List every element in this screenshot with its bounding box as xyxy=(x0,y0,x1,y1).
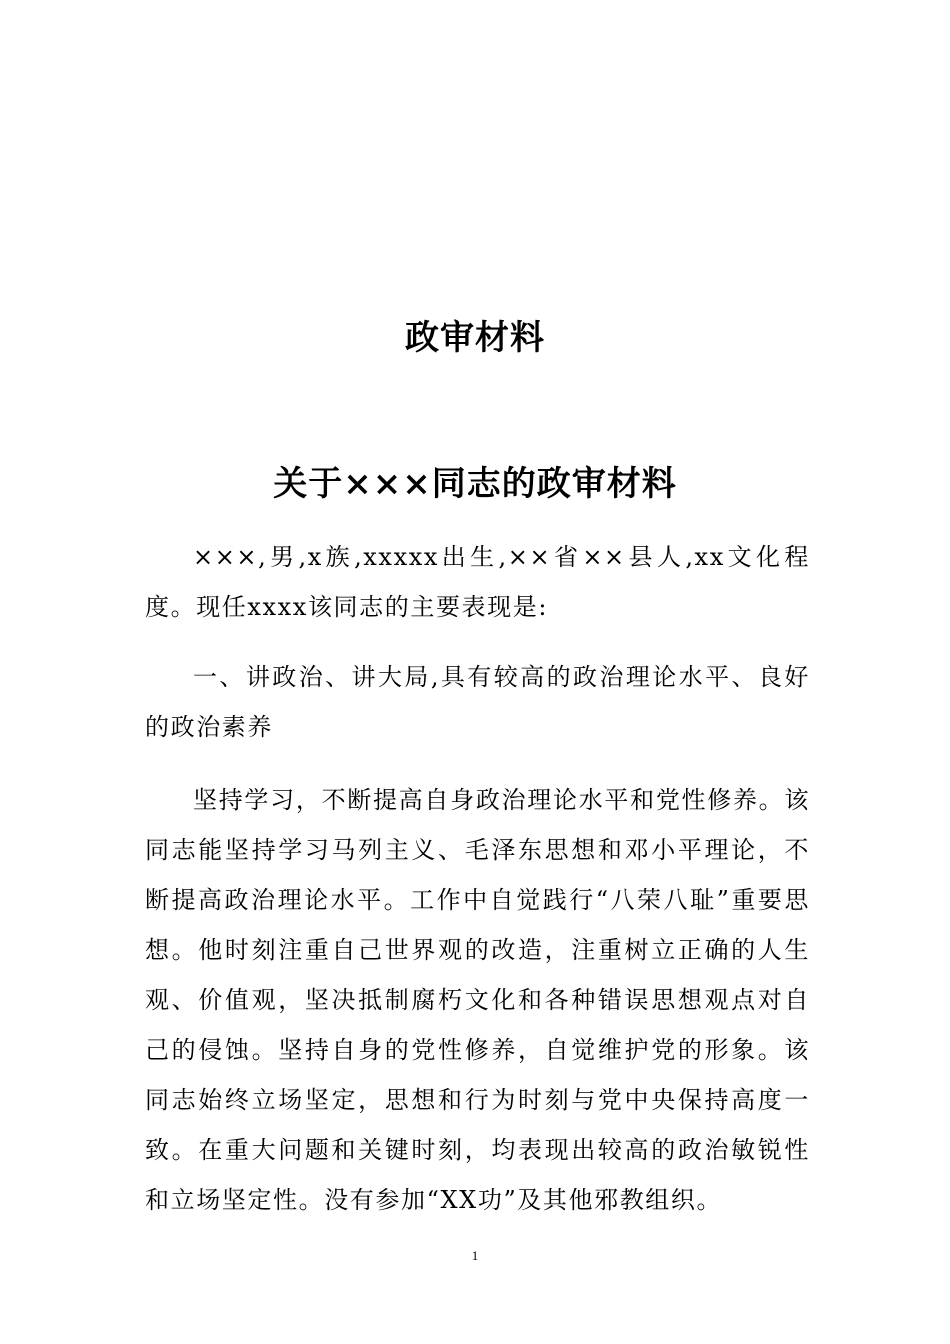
intro-paragraph: ×××,男,x族,xxxxx出生,××省××县人,xx文化程度。现任xxxx该同志的主要表现是: xyxy=(145,543,810,621)
document-title: 政审材料 xyxy=(405,318,545,358)
body-paragraph: 坚持学习，不断提高自身政治理论水平和党性修养。该同志能坚持学习马列主义、毛泽东思想和邓小平理论，不断提高政治理论水平。工作中自觉践行“八荣八耻”重要思想。他时刻注重自己世界观的改造，注重树立正确的人生观、价值观，坚决抵制腐朽文化和各种错误思想观点对自己的侵蚀。坚持自身的党性修养，自觉维护党的形象。该同志始终立场坚定，思想和行为时刻与党中央保持高度一致。在重大问题和关键时刻，均表现出较高的政治敏锐性和立场坚定性。没有参加“XX功”及其他邪教组织。 xyxy=(145,786,810,1214)
page-number: 1 xyxy=(471,1248,479,1263)
section-heading-paragraph: 一、讲政治、讲大局,具有较高的政治理论水平、良好的政治素养 xyxy=(145,663,810,741)
document-subtitle: 关于×××同志的政审材料 xyxy=(273,464,677,504)
